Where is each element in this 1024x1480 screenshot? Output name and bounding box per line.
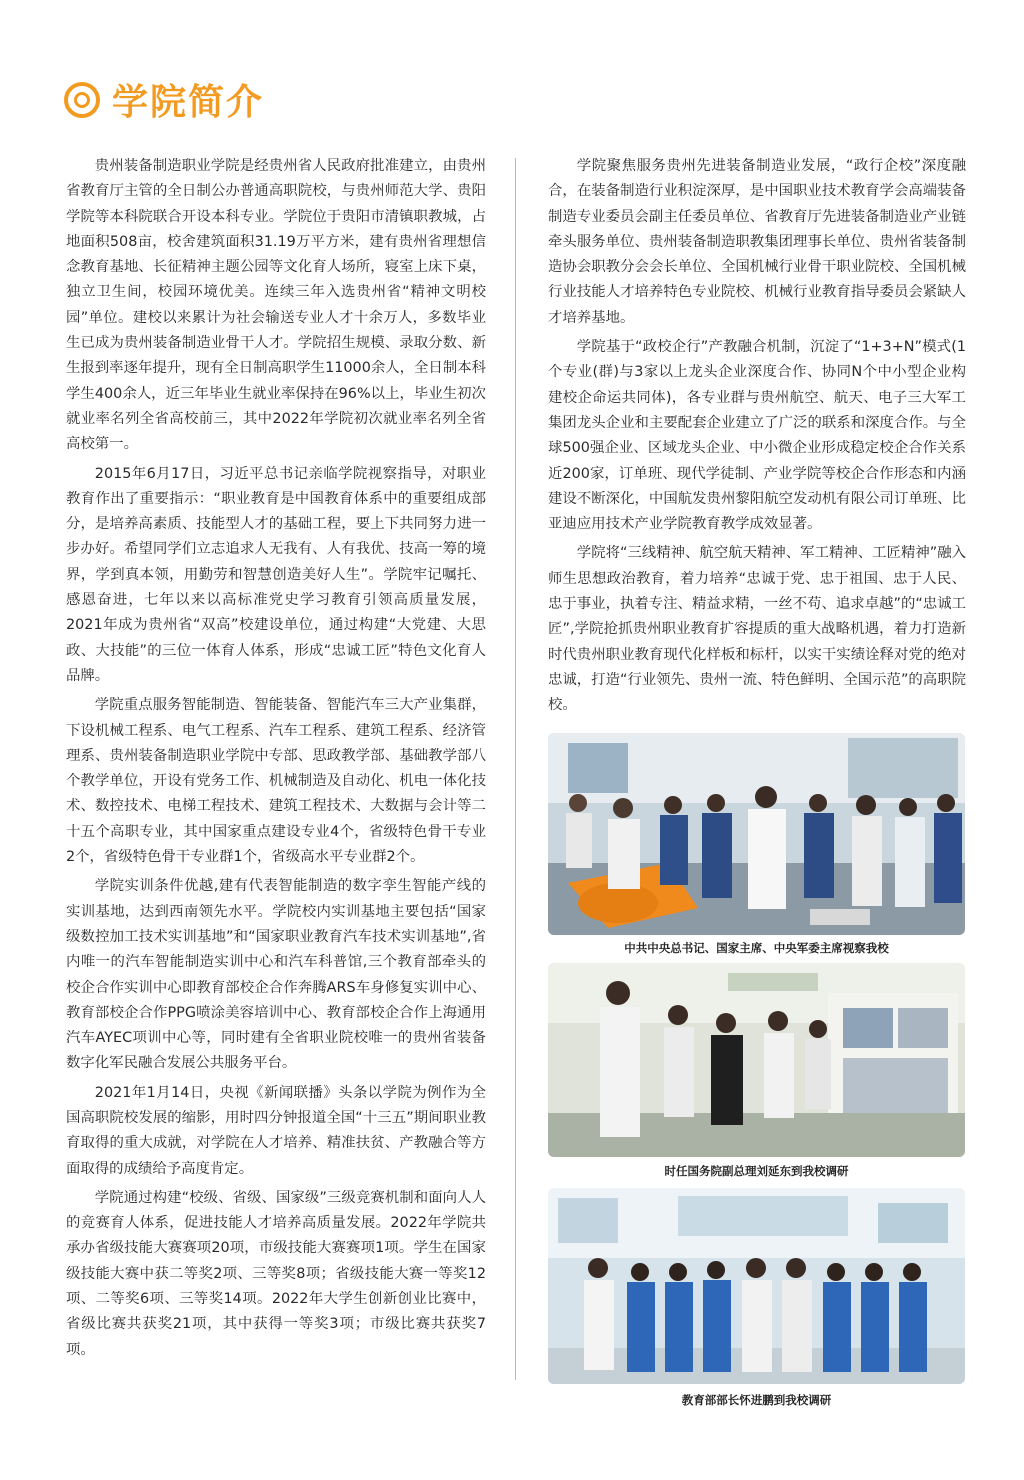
- photo-inspection: [548, 733, 965, 935]
- photo-caption: 中共中央总书记、国家主席、中央军委主席视察我校: [624, 941, 889, 955]
- left-column: [66, 154, 486, 1367]
- paragraph: 2015年6月17日，习近平总书记亲临学院视察指导，对职业教育作出了重要指示：“职业教育是中国教育体系中的重要组成部分，是培养高素质、技能型人才的基础工程，要上下共同努力进一步办好。希望同学们立志追求人无我有、人有我优、技高一筹的境界，学到真本领，用勤劳和智慧创造美好人生”。学院牢记嘱托、感恩奋进，七年以来以高标准党史学习教育引领高质量发展，2021年成为贵州省“双高”校建设单位，通过构建“大党建、大思政、大技能”的三位一体育人体系，形成“忠诚工匠”特色文化育人品牌。: [66, 465, 486, 684]
- paragraph: 学院实训条件优越,建有代表智能制造的数字孪生智能产线的实训基地，达到西南领先水平。学院校内实训基地主要包括“国家级数控加工技术实训基地”和“国家职业教育汽车技术实训基地”,省内唯一的汽车智能制造实训中心和汽车科普馆,三个教育部牵头的校企合作实训中心即教育部校企合作奔腾ARS车身修复实训中心、教育部校企合作PPG喷涂美容培训中心、教育部校企合作上海通用汽车AYEC项训中心等，同时建有全省职业院校唯一的贵州省装备数字化军民融合发展公共服务平台。: [66, 878, 486, 1072]
- paragraph: 2021年1月14日，央视《新闻联播》头条以学院为例作为全国高职院校发展的缩影，用时四分钟报道全国“十三五”期间职业教育取得的重大成就，对学院在人才培养、精准扶贫、产教融合等方面取得的成绩给予高度肯定。: [66, 1084, 486, 1177]
- paragraph: 学院聚焦服务贵州先进装备制造业发展，“政行企校”深度融合，在装备制造行业积淀深厚，是中国职业技术教育学会高端装备制造专业委员会副主任委员单位、省教育厅先进装备制造业产业链牵头服务单位、贵州装备制造职教集团理事长单位、贵州省装备制造协会职教分会会长单位、全国机械行业骨干职业院校、全国机械行业技能人才培养特色专业院校、机械行业教育指导委员会紧缺人才培养基地。: [548, 158, 966, 326]
- photo-minister: [548, 1188, 965, 1384]
- paragraph: 学院将“三线精神、航空航天精神、军工精神、工匠精神”融入师生思想政治教育，着力培养“忠诚于党、忠于祖国、忠于人民、忠于事业，执着专注、精益求精，一丝不苟、追求卓越”的“忠诚工匠”,学院抢抓贵州职业教育扩容提质的重大战略机遇，着力打造新时代贵州职业教育现代化样板和标杆，以实干实绩诠释对党的绝对忠诚，打造“行业领先、贵州一流、特色鲜明、全国示范”的高职院校。: [548, 545, 966, 714]
- photo-caption: 时任国务院副总理刘延东到我校调研: [664, 1164, 849, 1178]
- paragraph: 学院重点服务智能制造、智能装备、智能汽车三大产业集群，下设机械工程系、电气工程系、汽车工程系、建筑工程系、经济管理系、贵州装备制造职业学院中专部、思政教学部、基础教学部八个教学单位，开设有党务工作、机械制造及自动化、机电一体化技术、数控技术、电梯工程技术、建筑工程技术、大数据与会计等二十五个高职专业，其中国家重点建设专业4个，省级特色骨干专业2个，省级特色骨干专业群1个，省级高水平专业群2个。: [66, 697, 486, 866]
- column-divider: [515, 158, 516, 1380]
- photo-vice-premier: [548, 963, 965, 1157]
- circle-bullet-icon: [64, 82, 100, 118]
- paragraph: 学院基于“政校企行”产教融合机制，沉淀了“1+3+N”模式(1个专业(群)与3家以上龙头企业深度合作、协同N个中小型企业构建校企命运共同体)，各专业群与贵州航空、航天、电子三大军工集团龙头企业和主要配套企业建立了广泛的联系和深度合作。与全球500强企业、区域龙头企业、中小微企业形成稳定校企合作关系近200家，订单班、现代学徒制、产业学院等校企合作形态和内涵建设不断深化，中国航发贵州黎阳航空发动机有限公司订单班、比亚迪应用技术产业学院教育教学成效显著。: [548, 339, 966, 533]
- right-column: [548, 154, 966, 723]
- photo-caption: 教育部部长怀进鹏到我校调研: [681, 1393, 832, 1407]
- paragraph: 学院通过构建“校级、省级、国家级”三级竞赛机制和面向人人的竞赛育人体系，促进技能人才培养高质量发展。2022年学院共承办省级技能大赛赛项20项，市级技能大赛赛项1项。学生在国家级技能大赛中获二等奖2项、三等奖8项；省级技能大赛一等奖12项、二等奖6项、三等奖14项。2022年大学生创新创业比赛中，省级比赛共获奖21项，其中获得一等奖3项；市级比赛共获奖7项。: [66, 1189, 486, 1358]
- section-title: 学院简介: [112, 82, 265, 123]
- section-header: [64, 74, 264, 125]
- paragraph: 贵州装备制造职业学院是经贵州省人民政府批准建立，由贵州省教育厅主管的全日制公办普通高职院校，与贵州师范大学、贵阳学院等本科院联合开设本科专业。学院位于贵阳市清镇职教城，占地面积508亩，校舍建筑面积31.19万平方米，建有贵州省理想信念教育基地、长征精神主题公园等文化育人场所，寝室上床下桌，独立卫生间，校园环境优美。连续三年入选贵州省“精神文明校园”单位。建校以来累计为社会输送专业人才十余万人，多数毕业生已成为贵州装备制造业骨干人才。学院招生规模、录取分数、新生报到率逐年提升，现有全日制高职学生11000余人，全日制本科学生400余人，近三年毕业生就业率保持在96%以上，毕业生初次就业率名列全省高校前三，其中2022年学院初次就业率名列全省高校第一。: [66, 158, 486, 453]
